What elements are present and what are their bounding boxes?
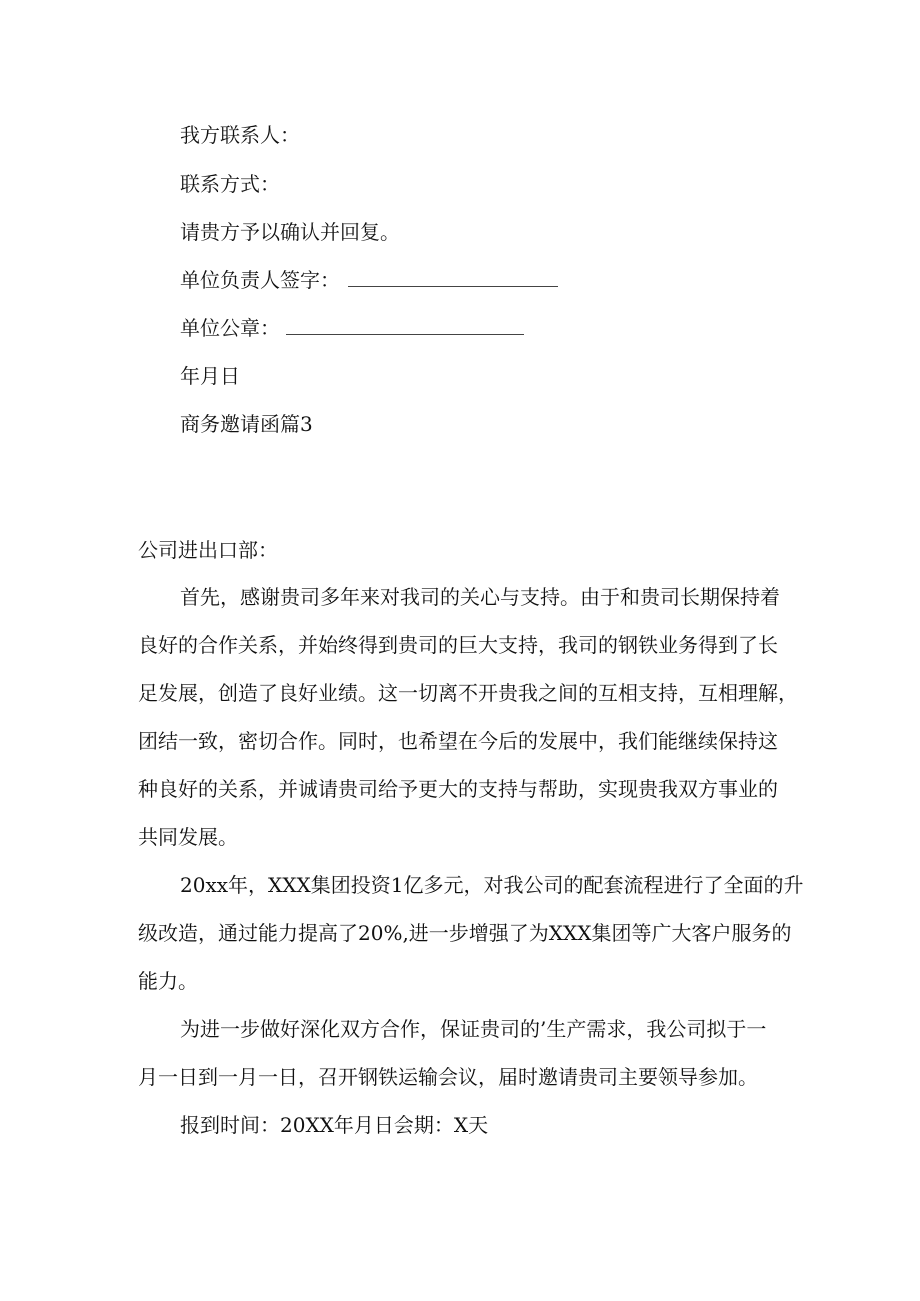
- signature-label: 单位负责人签字：: [180, 268, 340, 292]
- paragraph-2-line-1: 20xx年，XXX集团投资1亿多元，对我公司的配套流程进行了全面的升: [180, 873, 804, 897]
- our-contact-label: 我方联系人：: [180, 123, 300, 147]
- letter-salutation: 公司进出口部：: [138, 538, 278, 562]
- seal-row: [180, 316, 524, 340]
- paragraph-1-line-4: 团结一致，密切合作。同时，也希望在今后的发展中，我们能继续保持这: [138, 729, 778, 753]
- signature-row: [180, 268, 558, 292]
- paragraph-1-line-5: 种良好的关系，并诚请贵司给予更大的支持与帮助，实现贵我双方事业的: [138, 777, 778, 801]
- request-reply-text: 请贵方予以确认并回复。: [180, 220, 400, 244]
- report-time-line: 报到时间：20XX年月日会期：X天: [180, 1113, 489, 1137]
- seal-label: 单位公章：: [180, 316, 280, 340]
- date-line: 年月日: [180, 364, 240, 388]
- paragraph-2-line-2: 级改造，通过能力提高了20%,进一步增强了为XXX集团等广大客户服务的: [138, 921, 792, 945]
- paragraph-1-line-6: 共同发展。: [138, 825, 238, 849]
- seal-blank-line: [286, 316, 524, 335]
- paragraph-1-line-2: 良好的合作关系，并始终得到贵司的巨大支持，我司的钢铁业务得到了长: [138, 633, 778, 657]
- contact-method-label: 联系方式：: [180, 172, 280, 196]
- paragraph-2-line-3: 能力。: [138, 969, 198, 993]
- section-title: 商务邀请函篇3: [180, 412, 313, 436]
- paragraph-1-line-3: 足发展，创造了良好业绩。这一切离不开贵我之间的互相支持，互相理解，: [138, 681, 798, 705]
- paragraph-1-line-1: 首先，感谢贵司多年来对我司的关心与支持。由于和贵司长期保持着: [180, 585, 780, 609]
- paragraph-3-line-1: 为进一步做好深化双方合作，保证贵司的’生产需求，我公司拟于一: [180, 1017, 767, 1041]
- signature-blank-line: [348, 268, 558, 287]
- paragraph-3-line-2: 月一日到一月一日，召开钢铁运输会议，届时邀请贵司主要领导参加。: [138, 1065, 758, 1089]
